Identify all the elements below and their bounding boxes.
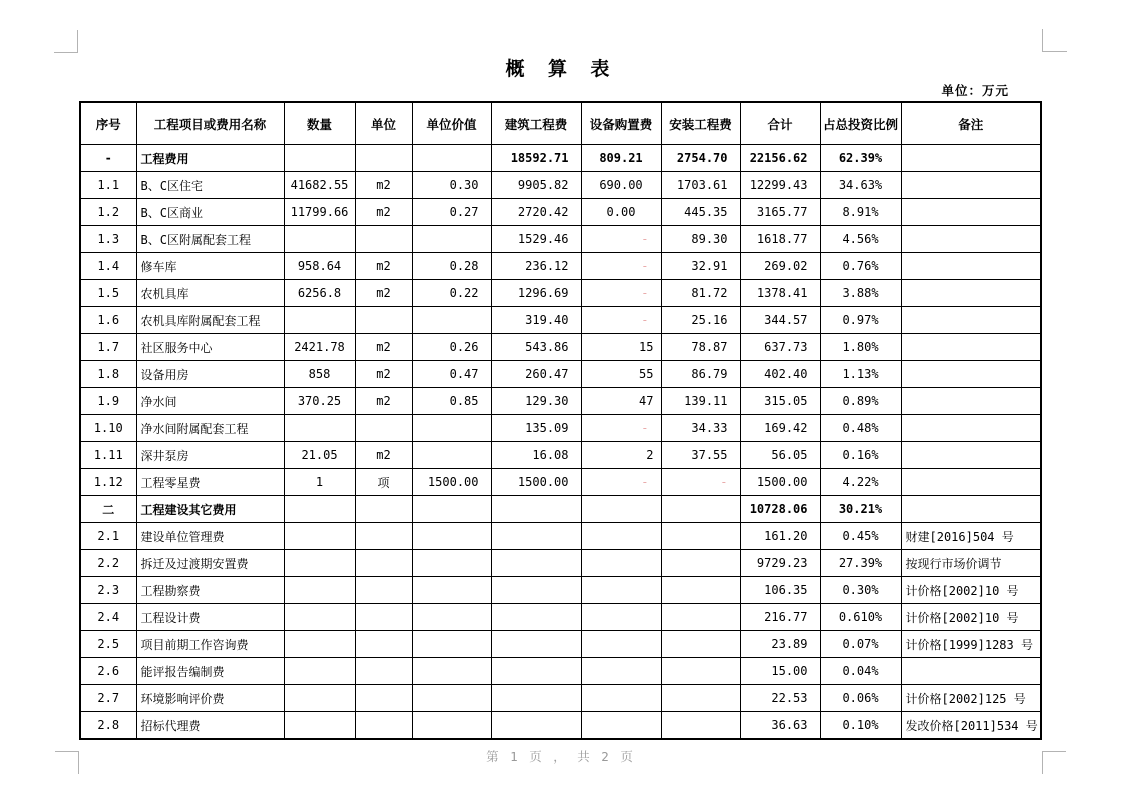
table-cell: 发改价格[2011]534 号 [901, 712, 1041, 740]
table-cell: 0.10% [820, 712, 901, 740]
table-cell: 1.3 [80, 226, 136, 253]
table-cell: 1.2 [80, 199, 136, 226]
table-cell [581, 631, 661, 658]
table-row [80, 253, 1041, 280]
table-cell: 净水间附属配套工程 [136, 415, 284, 442]
table-cell: 工程建设其它费用 [136, 496, 284, 523]
table-cell: 139.11 [661, 388, 740, 415]
table-cell: 0.30 [412, 172, 491, 199]
table-cell: 89.30 [661, 226, 740, 253]
table-cell [661, 604, 740, 631]
table-cell [355, 685, 412, 712]
table-row [80, 550, 1041, 577]
header-cell: 序号 [80, 102, 136, 145]
table-cell: 0.89% [820, 388, 901, 415]
table-cell: 项目前期工作咨询费 [136, 631, 284, 658]
table-cell [355, 226, 412, 253]
table-cell [661, 577, 740, 604]
table-cell: 370.25 [284, 388, 355, 415]
table-row [80, 496, 1041, 523]
table-cell [412, 442, 491, 469]
table-cell [661, 712, 740, 740]
table-cell: m2 [355, 334, 412, 361]
header-row [80, 102, 1041, 145]
table-row [80, 604, 1041, 631]
table-row [80, 577, 1041, 604]
table-cell: 4.22% [820, 469, 901, 496]
table-cell: 23.89 [740, 631, 820, 658]
table-cell: 1703.61 [661, 172, 740, 199]
table-cell [581, 550, 661, 577]
header-cell: 数量 [284, 102, 355, 145]
table-cell: 0.00 [581, 199, 661, 226]
table-cell: 21.05 [284, 442, 355, 469]
table-row [80, 307, 1041, 334]
table-cell [901, 361, 1041, 388]
table-cell: m2 [355, 172, 412, 199]
table-cell: 47 [581, 388, 661, 415]
table-cell: - [581, 280, 661, 307]
table-row [80, 469, 1041, 496]
table-cell: 78.87 [661, 334, 740, 361]
table-row [80, 199, 1041, 226]
table-cell: 1.13% [820, 361, 901, 388]
table-row [80, 361, 1041, 388]
table-cell: 2.1 [80, 523, 136, 550]
table-cell: 1.6 [80, 307, 136, 334]
table-cell: 236.12 [491, 253, 581, 280]
table-cell: 22.53 [740, 685, 820, 712]
table-cell: 0.76% [820, 253, 901, 280]
estimate-table-container [79, 101, 1042, 740]
table-cell: 15.00 [740, 658, 820, 685]
table-row [80, 415, 1041, 442]
table-cell: 809.21 [581, 145, 661, 172]
table-cell: 净水间 [136, 388, 284, 415]
table-cell: 402.40 [740, 361, 820, 388]
table-cell: 1.9 [80, 388, 136, 415]
table-cell [412, 658, 491, 685]
table-cell: 9905.82 [491, 172, 581, 199]
table-cell [412, 496, 491, 523]
table-cell: 1.7 [80, 334, 136, 361]
table-cell [901, 496, 1041, 523]
table-cell: 计价格[2002]10 号 [901, 604, 1041, 631]
table-cell: 0.47 [412, 361, 491, 388]
table-cell: 0.48% [820, 415, 901, 442]
table-cell [412, 604, 491, 631]
table-cell: 62.39% [820, 145, 901, 172]
table-cell: 129.30 [491, 388, 581, 415]
table-row [80, 631, 1041, 658]
table-cell: 1.5 [80, 280, 136, 307]
table-cell: 1500.00 [491, 469, 581, 496]
header-cell: 合计 [740, 102, 820, 145]
table-cell [284, 226, 355, 253]
table-cell [581, 577, 661, 604]
unit-note: 单位：万元 [941, 83, 1009, 98]
table-cell: 建设单位管理费 [136, 523, 284, 550]
table-cell [901, 658, 1041, 685]
table-cell: 18592.71 [491, 145, 581, 172]
table-cell: 工程设计费 [136, 604, 284, 631]
table-cell: 1.80% [820, 334, 901, 361]
table-cell: 86.79 [661, 361, 740, 388]
table-cell: 16.08 [491, 442, 581, 469]
table-cell: B、C区商业 [136, 199, 284, 226]
table-row [80, 712, 1041, 740]
table-cell [491, 523, 581, 550]
table-cell: 农机具库 [136, 280, 284, 307]
table-cell [412, 577, 491, 604]
table-cell: 1.8 [80, 361, 136, 388]
table-cell: 344.57 [740, 307, 820, 334]
table-row [80, 388, 1041, 415]
table-cell: 计价格[2002]10 号 [901, 577, 1041, 604]
table-cell [661, 550, 740, 577]
table-cell: 0.28 [412, 253, 491, 280]
table-cell [901, 388, 1041, 415]
table-cell [284, 631, 355, 658]
table-cell: 6256.8 [284, 280, 355, 307]
table-cell: 30.21% [820, 496, 901, 523]
table-cell [412, 631, 491, 658]
table-cell: 9729.23 [740, 550, 820, 577]
table-cell: m2 [355, 361, 412, 388]
table-cell: 36.63 [740, 712, 820, 740]
table-row [80, 172, 1041, 199]
table-cell [581, 658, 661, 685]
header-cell: 安装工程费 [661, 102, 740, 145]
table-cell: 958.64 [284, 253, 355, 280]
table-cell: 3.88% [820, 280, 901, 307]
table-cell [901, 253, 1041, 280]
table-cell [284, 415, 355, 442]
table-cell: 690.00 [581, 172, 661, 199]
table-cell: 56.05 [740, 442, 820, 469]
table-cell: - [581, 307, 661, 334]
table-cell [284, 685, 355, 712]
table-cell [901, 145, 1041, 172]
table-cell: 2.8 [80, 712, 136, 740]
table-cell: 修车库 [136, 253, 284, 280]
table-cell: 农机具库附属配套工程 [136, 307, 284, 334]
table-cell: 260.47 [491, 361, 581, 388]
table-cell [355, 523, 412, 550]
print-margin-mark-top-right [1042, 29, 1067, 52]
table-cell: 1618.77 [740, 226, 820, 253]
table-cell: 2.2 [80, 550, 136, 577]
table-cell [355, 145, 412, 172]
table-cell: 12299.43 [740, 172, 820, 199]
page-title: 概 算 表 [505, 58, 616, 80]
table-cell [355, 658, 412, 685]
table-cell [412, 685, 491, 712]
table-cell: 27.39% [820, 550, 901, 577]
table-cell [284, 658, 355, 685]
table-cell: 2.3 [80, 577, 136, 604]
table-body [80, 145, 1041, 740]
print-margin-mark-top-left [54, 30, 78, 53]
table-cell: - [581, 253, 661, 280]
table-cell: 1.4 [80, 253, 136, 280]
table-cell: 135.09 [491, 415, 581, 442]
table-cell: 2754.70 [661, 145, 740, 172]
table-cell [581, 496, 661, 523]
table-cell: 1.1 [80, 172, 136, 199]
table-cell [901, 280, 1041, 307]
table-cell [901, 442, 1041, 469]
table-cell: 1529.46 [491, 226, 581, 253]
table-cell: 深井泵房 [136, 442, 284, 469]
table-cell: m2 [355, 199, 412, 226]
table-cell: 2720.42 [491, 199, 581, 226]
table-cell [661, 658, 740, 685]
table-cell: B、C区住宅 [136, 172, 284, 199]
table-row [80, 442, 1041, 469]
table-cell [901, 226, 1041, 253]
table-cell: 计价格[2002]125 号 [901, 685, 1041, 712]
table-cell: 1.10 [80, 415, 136, 442]
table-cell: m2 [355, 253, 412, 280]
table-cell: 0.27 [412, 199, 491, 226]
table-cell [661, 496, 740, 523]
header-cell: 备注 [901, 102, 1041, 145]
table-cell [491, 631, 581, 658]
table-row [80, 226, 1041, 253]
table-cell: 0.16% [820, 442, 901, 469]
table-row [80, 145, 1041, 172]
table-cell [284, 496, 355, 523]
table-cell: 161.20 [740, 523, 820, 550]
table-cell: 0.07% [820, 631, 901, 658]
table-cell: 32.91 [661, 253, 740, 280]
table-cell [901, 469, 1041, 496]
table-cell: 工程零星费 [136, 469, 284, 496]
table-cell [284, 550, 355, 577]
table-cell [412, 415, 491, 442]
table-cell [901, 172, 1041, 199]
table-cell: 216.77 [740, 604, 820, 631]
table-cell: 11799.66 [284, 199, 355, 226]
table-cell: - [80, 145, 136, 172]
table-cell: 8.91% [820, 199, 901, 226]
table-cell: - [581, 226, 661, 253]
table-cell: 858 [284, 361, 355, 388]
header-cell: 设备购置费 [581, 102, 661, 145]
table-cell [412, 145, 491, 172]
table-cell: 1.11 [80, 442, 136, 469]
table-cell [355, 415, 412, 442]
table-cell: 2.7 [80, 685, 136, 712]
table-cell [355, 550, 412, 577]
estimate-table [79, 101, 1042, 740]
table-cell [355, 631, 412, 658]
table-cell: 0.22 [412, 280, 491, 307]
table-cell: 81.72 [661, 280, 740, 307]
table-cell: 计价格[1999]1283 号 [901, 631, 1041, 658]
table-cell: 1500.00 [740, 469, 820, 496]
table-cell: 319.40 [491, 307, 581, 334]
table-cell: 3165.77 [740, 199, 820, 226]
table-cell [661, 523, 740, 550]
table-cell [901, 307, 1041, 334]
table-cell: - [581, 415, 661, 442]
table-cell [284, 604, 355, 631]
table-cell: 1 [284, 469, 355, 496]
table-cell: 0.85 [412, 388, 491, 415]
table-cell [284, 712, 355, 740]
table-cell [355, 577, 412, 604]
table-cell: - [661, 469, 740, 496]
header-cell: 工程项目或费用名称 [136, 102, 284, 145]
table-cell: m2 [355, 280, 412, 307]
table-cell [901, 415, 1041, 442]
header-cell: 占总投资比例 [820, 102, 901, 145]
table-cell [491, 577, 581, 604]
table-cell: 55 [581, 361, 661, 388]
table-cell: 拆迁及过渡期安置费 [136, 550, 284, 577]
table-cell [284, 145, 355, 172]
table-cell [581, 604, 661, 631]
table-cell [901, 334, 1041, 361]
table-cell [661, 685, 740, 712]
table-cell: - [581, 469, 661, 496]
table-cell: 社区服务中心 [136, 334, 284, 361]
table-cell [581, 685, 661, 712]
table-cell: 工程勘察费 [136, 577, 284, 604]
table-cell: 招标代理费 [136, 712, 284, 740]
table-cell: 二 [80, 496, 136, 523]
table-cell [581, 712, 661, 740]
table-cell: m2 [355, 388, 412, 415]
table-cell: 10728.06 [740, 496, 820, 523]
table-cell: 0.610% [820, 604, 901, 631]
table-cell [355, 604, 412, 631]
table-cell: 工程费用 [136, 145, 284, 172]
table-cell [355, 307, 412, 334]
table-cell: 0.06% [820, 685, 901, 712]
page-footer: 第 1 页 ， 共 2 页 [486, 749, 635, 764]
table-cell: 项 [355, 469, 412, 496]
table-cell [284, 307, 355, 334]
table-cell [491, 658, 581, 685]
table-cell [284, 523, 355, 550]
table-row [80, 280, 1041, 307]
table-cell: 41682.55 [284, 172, 355, 199]
table-cell [491, 685, 581, 712]
table-cell: 1378.41 [740, 280, 820, 307]
table-cell: 0.26 [412, 334, 491, 361]
table-cell: 34.63% [820, 172, 901, 199]
header-cell: 单位价值 [412, 102, 491, 145]
table-cell [581, 523, 661, 550]
table-cell [491, 712, 581, 740]
table-cell: 0.45% [820, 523, 901, 550]
table-cell: 543.86 [491, 334, 581, 361]
table-cell: 34.33 [661, 415, 740, 442]
table-cell: 15 [581, 334, 661, 361]
table-cell: 2.6 [80, 658, 136, 685]
table-cell: 169.42 [740, 415, 820, 442]
table-row [80, 658, 1041, 685]
table-cell: 4.56% [820, 226, 901, 253]
table-cell [491, 550, 581, 577]
table-cell: 0.04% [820, 658, 901, 685]
table-cell: m2 [355, 442, 412, 469]
table-cell [491, 604, 581, 631]
table-cell: 269.02 [740, 253, 820, 280]
table-header [80, 102, 1041, 145]
table-cell [491, 496, 581, 523]
table-cell: 1500.00 [412, 469, 491, 496]
table-cell: 22156.62 [740, 145, 820, 172]
table-cell: 能评报告编制费 [136, 658, 284, 685]
table-cell: 445.35 [661, 199, 740, 226]
table-cell [412, 712, 491, 740]
table-cell: 37.55 [661, 442, 740, 469]
table-cell [355, 496, 412, 523]
table-cell [412, 523, 491, 550]
table-cell [355, 712, 412, 740]
table-cell [284, 577, 355, 604]
table-cell: 0.30% [820, 577, 901, 604]
table-cell: 环境影响评价费 [136, 685, 284, 712]
table-cell: 1296.69 [491, 280, 581, 307]
table-cell [412, 226, 491, 253]
table-cell: 设备用房 [136, 361, 284, 388]
table-cell: 2.4 [80, 604, 136, 631]
table-cell: 25.16 [661, 307, 740, 334]
table-cell: 2421.78 [284, 334, 355, 361]
table-cell: 财建[2016]504 号 [901, 523, 1041, 550]
table-cell: 637.73 [740, 334, 820, 361]
header-cell: 单位 [355, 102, 412, 145]
header-cell: 建筑工程费 [491, 102, 581, 145]
table-cell: 按现行市场价调节 [901, 550, 1041, 577]
table-cell [901, 199, 1041, 226]
table-cell: B、C区附属配套工程 [136, 226, 284, 253]
table-cell [661, 631, 740, 658]
table-cell: 1.12 [80, 469, 136, 496]
table-cell: 0.97% [820, 307, 901, 334]
table-cell: 106.35 [740, 577, 820, 604]
table-cell: 315.05 [740, 388, 820, 415]
table-cell: 2.5 [80, 631, 136, 658]
table-cell [412, 550, 491, 577]
table-cell [412, 307, 491, 334]
table-row [80, 685, 1041, 712]
table-row [80, 334, 1041, 361]
table-cell: 2 [581, 442, 661, 469]
table-row [80, 523, 1041, 550]
